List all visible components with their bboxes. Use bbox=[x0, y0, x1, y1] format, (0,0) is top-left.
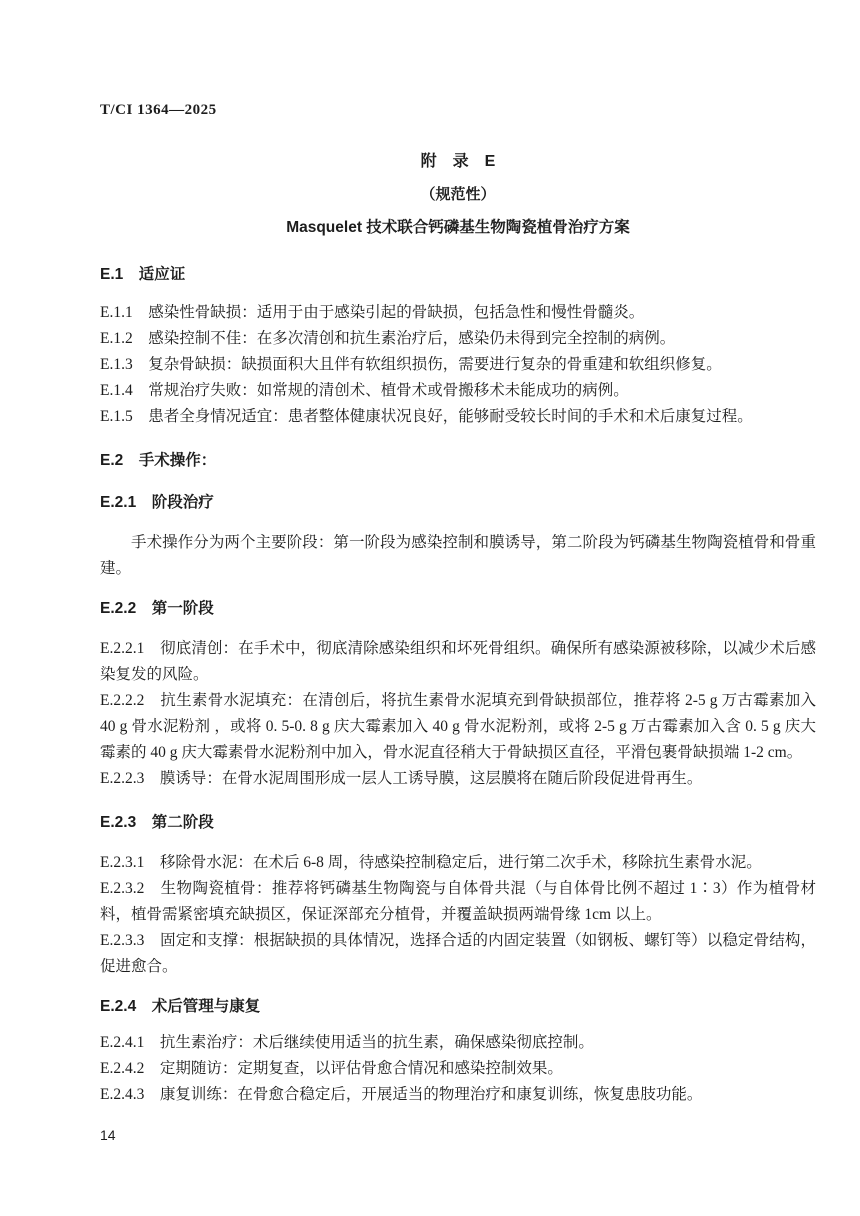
section-heading-e2-2: E.2.2 第一阶段 bbox=[100, 600, 214, 617]
normative-label: （规范性） bbox=[420, 186, 496, 203]
clause-e2-3-3: E.2.3.3 固定和支撑：根据缺损的具体情况，选择合适的内固定装置（如钢板、螺钉等）以稳定骨结构，促进愈合。 bbox=[100, 932, 816, 975]
appendix-title: Masquelet 技术联合钙磷基生物陶瓷植骨治疗方案 bbox=[286, 219, 630, 236]
clause-e2-4-2: E.2.4.2 定期随访：定期复查，以评估骨愈合情况和感染控制效果。 bbox=[100, 1060, 563, 1077]
page-number: 14 bbox=[100, 1127, 116, 1143]
paragraph-e2-1: 手术操作分为两个主要阶段：第一阶段为感染控制和膜诱导，第二阶段为钙磷基生物陶瓷植骨和骨重建。 bbox=[100, 534, 816, 577]
clause-e1-1: E.1.1 感染性骨缺损：适用于由于感染引起的骨缺损，包括急性和慢性骨髓炎。 bbox=[100, 304, 645, 321]
section-heading-e2-4: E.2.4 术后管理与康复 bbox=[100, 998, 261, 1015]
clause-e2-4-1: E.2.4.1 抗生素治疗：术后继续使用适当的抗生素，确保感染彻底控制。 bbox=[100, 1034, 594, 1051]
clause-e1-3: E.1.3 复杂骨缺损：缺损面积大且伴有软组织损伤，需要进行复杂的骨重建和软组织修复。 bbox=[100, 356, 722, 373]
clause-e2-2-2: E.2.2.2 抗生素骨水泥填充：在清创后，将抗生素骨水泥填充到骨缺损部位，推荐将 2-5 g 万古霉素加入 40 g 骨水泥粉剂 ，或将 0. 5-0. 8 g 庆大霉素加入 40 g 骨水泥粉剂，或将 2-5 g 万古霉素加入含 0. 5 g 庆大霉素的 40 g 庆大霉素骨水泥粉剂中加入，骨水泥直径稍大于骨缺损区直径，平滑包裹骨缺损端 1-2 cm。 bbox=[100, 692, 816, 761]
clause-e1-5: E.1.5 患者全身情况适宜：患者整体健康状况良好，能够耐受较长时间的手术和术后康复过程。 bbox=[100, 408, 753, 425]
section-heading-e2-1: E.2.1 阶段治疗 bbox=[100, 494, 214, 511]
clause-e1-4: E.1.4 常规治疗失败：如常规的清创术、植骨术或骨搬移术未能成功的病例。 bbox=[100, 382, 629, 399]
clause-e2-3-1: E.2.3.1 移除骨水泥：在术后 6-8 周，待感染控制稳定后，进行第二次手术，移除抗生素骨水泥。 bbox=[100, 854, 762, 871]
clause-e1-2: E.1.2 感染控制不佳：在多次清创和抗生素治疗后，感染仍未得到完全控制的病例。 bbox=[100, 330, 676, 347]
doc-number: T/CI 1364—2025 bbox=[100, 102, 217, 118]
appendix-heading: 附 录 E bbox=[420, 153, 496, 170]
clause-e2-4-3: E.2.4.3 康复训练：在骨愈合稳定后，开展适当的物理治疗和康复训练，恢复患肢功能。 bbox=[100, 1086, 703, 1103]
clause-e2-2-3: E.2.2.3 膜诱导：在骨水泥周围形成一层人工诱导膜，这层膜将在随后阶段促进骨再生。 bbox=[100, 770, 703, 787]
clause-e2-2-1: E.2.2.1 彻底清创：在手术中，彻底清除感染组织和坏死骨组织。确保所有感染源被移除，以减少术后感染复发的风险。 bbox=[100, 640, 816, 683]
section-heading-e1: E.1 适应证 bbox=[100, 266, 186, 283]
clause-e2-3-2: E.2.3.2 生物陶瓷植骨：推荐将钙磷基生物陶瓷与自体骨共混（与自体骨比例不超过 1∶3）作为植骨材料，植骨需紧密填充缺损区，保证深部充分植骨，并覆盖缺损两端骨缘 1cm 以上。 bbox=[100, 880, 816, 923]
section-heading-e2: E.2 手术操作： bbox=[100, 452, 217, 469]
section-heading-e2-3: E.2.3 第二阶段 bbox=[100, 814, 214, 831]
